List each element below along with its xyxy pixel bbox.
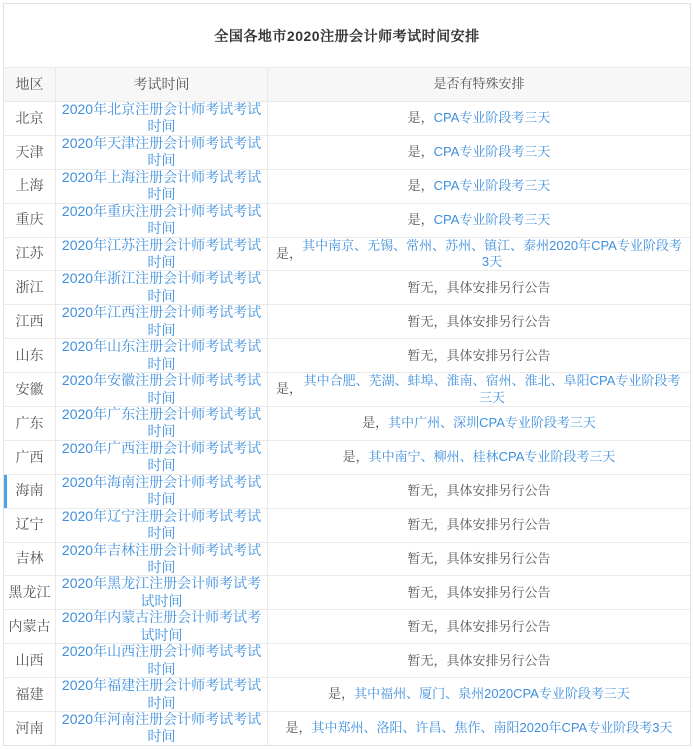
- table-row: [4, 204, 690, 238]
- note-link[interactable]: CPA专业阶段考三天: [433, 110, 551, 126]
- note-plain-text: 是，: [276, 245, 303, 261]
- table-row: [4, 712, 690, 745]
- note-link[interactable]: 其中广州、深圳CPA专业阶段考三天: [388, 415, 596, 431]
- note-cell: [268, 102, 690, 135]
- note-cell: [268, 644, 690, 677]
- exam-time-cell: [56, 678, 268, 711]
- region-cell: [4, 576, 56, 609]
- note-link[interactable]: CPA专业阶段考三天: [433, 144, 551, 160]
- exam-time-link[interactable]: 2020年北京注册会计师考试考试时间: [61, 100, 262, 135]
- note-cell: [268, 271, 690, 304]
- note-plain-text: 暂无，具体安排另行公告: [407, 652, 551, 668]
- region-cell: [4, 339, 56, 372]
- region-cell: [4, 475, 56, 508]
- region-label: 重庆: [15, 211, 44, 228]
- exam-time-link[interactable]: 2020年上海注册会计师考试考试时间: [61, 168, 262, 203]
- note-cell: [268, 509, 690, 542]
- exam-time-link[interactable]: 2020年广东注册会计师考试考试时间: [61, 405, 262, 440]
- header-special-arrangement: 是否有特殊安排: [433, 76, 525, 92]
- region-label: 福建: [15, 685, 44, 702]
- exam-time-link[interactable]: 2020年内蒙古注册会计师考试考试时间: [61, 609, 262, 643]
- note-cell: [268, 576, 690, 609]
- note-plain-text: 是，: [342, 449, 369, 465]
- exam-time-link[interactable]: 2020年江西注册会计师考试考试时间: [61, 304, 262, 338]
- exam-time-cell: [56, 339, 268, 372]
- note-plain-text: 暂无，具体安排另行公告: [407, 347, 551, 363]
- region-cell: [4, 204, 56, 237]
- exam-time-link[interactable]: 2020年山西注册会计师考试考试时间: [61, 643, 262, 677]
- region-cell: [4, 509, 56, 542]
- exam-time-link[interactable]: 2020年重庆注册会计师考试考试时间: [61, 202, 262, 237]
- region-cell: [4, 170, 56, 203]
- exam-time-cell: [56, 441, 268, 474]
- exam-time-cell: [56, 543, 268, 576]
- exam-time-cell: [56, 136, 268, 169]
- table-row: [4, 170, 690, 204]
- table-row: [4, 441, 690, 475]
- region-label: 江苏: [15, 245, 44, 262]
- note-cell: [268, 407, 690, 440]
- region-label: 山东: [15, 346, 44, 363]
- exam-time-cell: [56, 475, 268, 508]
- exam-time-link[interactable]: 2020年山东注册会计师考试考试时间: [61, 338, 262, 372]
- exam-time-link[interactable]: 2020年天津注册会计师考试考试时间: [61, 134, 262, 169]
- note-cell: [268, 373, 690, 406]
- region-label: 北京: [15, 109, 44, 126]
- note-plain-text: 是，: [362, 415, 389, 431]
- note-plain-text: 暂无，具体安排另行公告: [407, 313, 551, 329]
- header-exam-time: 考试时间: [56, 68, 268, 101]
- note-cell: [268, 610, 690, 643]
- note-plain-text: 暂无，具体安排另行公告: [407, 618, 551, 634]
- region-cell: [4, 136, 56, 169]
- exam-time-link[interactable]: 2020年江苏注册会计师考试考试时间: [61, 236, 262, 271]
- exam-time-cell: [56, 610, 268, 643]
- region-label: 浙江: [15, 279, 44, 296]
- region-label: 内蒙古: [8, 618, 51, 635]
- region-cell: [4, 678, 56, 711]
- region-label: 海南: [15, 482, 44, 499]
- region-label: 江西: [15, 313, 44, 330]
- note-cell: [268, 543, 690, 576]
- note-link[interactable]: 其中郑州、洛阳、许昌、焦作、南阳2020年CPA专业阶段考3天: [311, 720, 673, 736]
- region-label: 河南: [15, 719, 44, 736]
- table-row: [4, 407, 690, 441]
- region-label: 上海: [15, 177, 44, 194]
- exam-time-link[interactable]: 2020年福建注册会计师考试考试时间: [61, 677, 262, 711]
- exam-time-link[interactable]: 2020年浙江注册会计师考试考试时间: [61, 270, 262, 304]
- note-link[interactable]: 其中合肥、芜湖、蚌埠、淮南、宿州、淮北、阜阳CPA专业阶段考三天: [303, 373, 681, 405]
- note-plain-text: 暂无，具体安排另行公告: [407, 584, 551, 600]
- exam-time-cell: [56, 576, 268, 609]
- exam-time-cell: [56, 204, 268, 237]
- exam-time-cell: [56, 373, 268, 406]
- region-cell: [4, 610, 56, 643]
- note-plain-text: 是，: [285, 720, 312, 736]
- table-row: [4, 644, 690, 678]
- table-row: [4, 339, 690, 373]
- table-title-row: [4, 4, 690, 68]
- exam-time-cell: [56, 271, 268, 304]
- table-row: [4, 475, 690, 509]
- exam-time-cell: [56, 407, 268, 440]
- note-link[interactable]: CPA专业阶段考三天: [433, 178, 551, 194]
- exam-time-cell: [56, 170, 268, 203]
- note-cell: [268, 238, 690, 271]
- region-cell: [4, 305, 56, 338]
- exam-time-cell: [56, 712, 268, 745]
- region-cell: [4, 712, 56, 745]
- exam-time-link[interactable]: 2020年黑龙江注册会计师考试考试时间: [61, 575, 262, 609]
- table-row: [4, 509, 690, 543]
- note-cell: [268, 678, 690, 711]
- note-cell: [268, 204, 690, 237]
- region-cell: [4, 271, 56, 304]
- table-row: [4, 271, 690, 305]
- exam-time-link[interactable]: 2020年广西注册会计师考试考试时间: [61, 439, 262, 474]
- region-label: 山西: [15, 651, 44, 668]
- table-row: [4, 136, 690, 170]
- table-row: [4, 238, 690, 272]
- exam-time-cell: [56, 509, 268, 542]
- exam-time-cell: [56, 305, 268, 338]
- note-cell: [268, 305, 690, 338]
- table-row: [4, 576, 690, 610]
- region-label: 辽宁: [15, 516, 44, 533]
- note-cell: [268, 136, 690, 169]
- region-label: 广西: [15, 448, 44, 465]
- table-row: [4, 543, 690, 577]
- table-header-row: [4, 68, 690, 102]
- note-link[interactable]: 其中南京、无锡、常州、苏州、镇江、泰州2020年CPA专业阶段考3天: [302, 237, 682, 269]
- table-row: [4, 610, 690, 644]
- table-row: [4, 102, 690, 136]
- exam-time-cell: [56, 644, 268, 677]
- note-plain-text: 是，: [407, 178, 434, 194]
- region-label: 黑龙江: [8, 584, 51, 601]
- exam-time-link[interactable]: 2020年辽宁注册会计师考试考试时间: [61, 507, 262, 542]
- region-cell: [4, 543, 56, 576]
- note-cell: [268, 475, 690, 508]
- note-plain-text: 是，: [407, 110, 434, 126]
- note-plain-text: 是，: [328, 686, 355, 702]
- note-link[interactable]: 其中福州、厦门、泉州2020CPA专业阶段考三天: [354, 686, 630, 702]
- note-link[interactable]: 其中南宁、柳州、桂林CPA专业阶段考三天: [368, 449, 616, 465]
- region-cell: [4, 102, 56, 135]
- note-plain-text: 是，: [407, 211, 434, 227]
- exam-time-link[interactable]: 2020年海南注册会计师考试考试时间: [61, 473, 262, 508]
- exam-time-link[interactable]: 2020年河南注册会计师考试考试时间: [61, 710, 262, 745]
- note-plain-text: 是，: [276, 381, 303, 397]
- table-row: [4, 678, 690, 712]
- header-region: 地区: [4, 68, 56, 101]
- exam-time-cell: [56, 238, 268, 271]
- region-cell: [4, 441, 56, 474]
- exam-schedule-table: [3, 3, 691, 746]
- exam-time-link[interactable]: 2020年安徽注册会计师考试考试时间: [61, 372, 262, 406]
- note-plain-text: 暂无，具体安排另行公告: [407, 550, 551, 566]
- table-row: [4, 305, 690, 339]
- region-cell: [4, 644, 56, 677]
- region-label: 吉林: [15, 550, 44, 567]
- note-cell: [268, 339, 690, 372]
- region-cell: [4, 373, 56, 406]
- region-label: 安徽: [15, 380, 44, 397]
- note-cell: [268, 712, 690, 745]
- note-plain-text: 暂无，具体安排另行公告: [407, 483, 551, 499]
- note-plain-text: 暂无，具体安排另行公告: [407, 517, 551, 532]
- exam-time-link[interactable]: 2020年吉林注册会计师考试考试时间: [61, 541, 262, 576]
- note-cell: [268, 170, 690, 203]
- table-row: [4, 373, 690, 407]
- region-cell: [4, 407, 56, 440]
- region-label: 广东: [15, 414, 44, 431]
- region-cell: [4, 238, 56, 271]
- region-label: 天津: [15, 143, 44, 160]
- note-cell: [268, 441, 690, 474]
- note-plain-text: 是，: [407, 144, 434, 160]
- exam-time-cell: [56, 102, 268, 135]
- page-title: 全国各地市2020注册会计师考试时间安排: [214, 27, 480, 44]
- note-link[interactable]: CPA专业阶段考三天: [433, 211, 551, 227]
- note-plain-text: 暂无，具体安排另行公告: [407, 279, 551, 295]
